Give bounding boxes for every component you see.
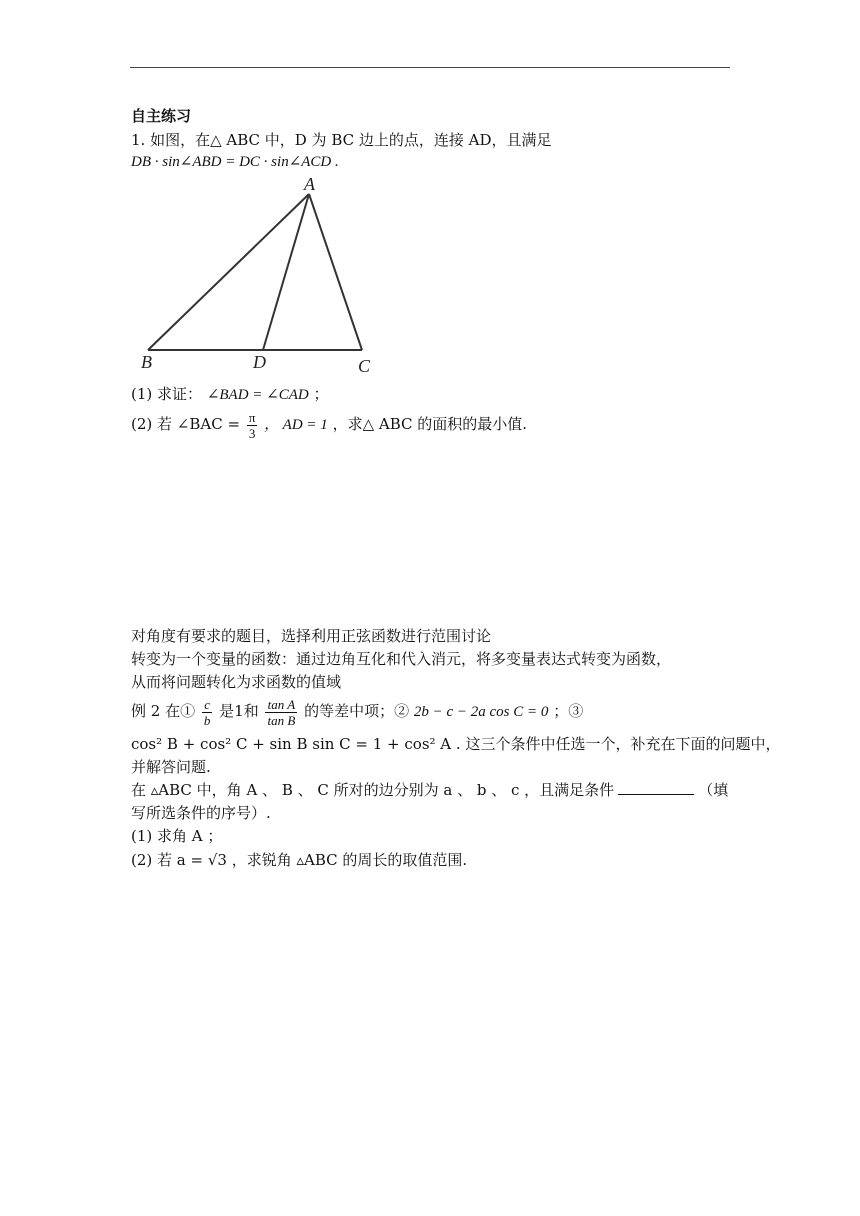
fraction-numerator: c [202,697,213,713]
part2-suffix: ，求△ ABC 的面积的最小值. [332,415,528,433]
example2-part1: (1) 求角 A ； [131,827,223,845]
method-line-2: 转变为一个变量的函数：通过边角互化和代入消元，将多变量表达式转变为函数， [131,650,672,668]
problem1-part2 [131,409,527,441]
method-line-1: 对角度有要求的题目，选择利用正弦函数进行范围讨论 [131,627,492,645]
example2-mid1: 是1和 [219,702,259,720]
fraction-denominator: 3 [248,425,256,441]
triangle-figure [138,178,378,378]
part1-math: ∠BAD = ∠CAD [206,387,309,403]
fraction-numerator: tan A [265,697,297,713]
header-rule [130,67,730,68]
method-line-3: 从而将问题转化为求函数的值域 [131,673,342,691]
part1-prefix: (1) 求证： [131,385,203,403]
label-b: B [141,352,152,372]
problem1-statement: 1. 如图，在△ ABC 中，D 为 BC 边上的点，连接 AD，且满足 [131,131,552,149]
part1-suffix: ； [313,385,329,403]
label-c: C [358,356,371,376]
fraction-c-over-b [202,697,213,728]
example2-line-1 [131,694,583,729]
problem1-part1 [131,384,329,405]
label-a: A [304,178,315,194]
fraction-denominator: b [203,712,211,728]
answer-blank[interactable] [618,780,694,795]
example2-line-4 [131,780,728,800]
example2-mid3: ；③ [553,702,584,720]
example2-mid2: 的等差中项；② [304,702,410,720]
example2-line-2: cos² B + cos² C + sin B sin C = 1 + cos² A . 这三个条件中任选一个，补充在下面的问题中， [131,735,781,753]
fraction-numerator: π [248,409,256,425]
fraction-tanA-over-tanB [265,697,297,728]
example2-prefix: 例 2 在① [131,702,196,720]
example2-line-3: 并解答问题. [131,758,211,776]
edge-ab [148,194,309,350]
example2-line4b: （填 [698,781,729,799]
label-d: D [253,352,266,372]
edge-ac [309,194,362,350]
section-title: 自主练习 [131,107,192,125]
part2-prefix: (2) 若 ∠BAC = [131,415,241,433]
example2-line-5: 写所选条件的序号）. [131,804,271,822]
example2-line4a: 在 ▵ABC 中，角 A 、 B 、 C 所对的边分别为 a 、 b 、 c ，且满足条件 [131,781,615,799]
fraction-pi-over-3 [247,410,258,441]
example2-condition2: 2b − c − 2a cos C = 0 [413,704,549,720]
problem1-condition: DB · sin∠ABD = DC · sin∠ACD . [131,154,339,170]
example2-part2: (2) 若 a = √3 ，求锐角 ▵ABC 的周长的取值范围. [131,851,468,869]
part2-mid: ， AD = 1 [264,417,328,433]
fraction-denominator: tan B [267,712,296,728]
